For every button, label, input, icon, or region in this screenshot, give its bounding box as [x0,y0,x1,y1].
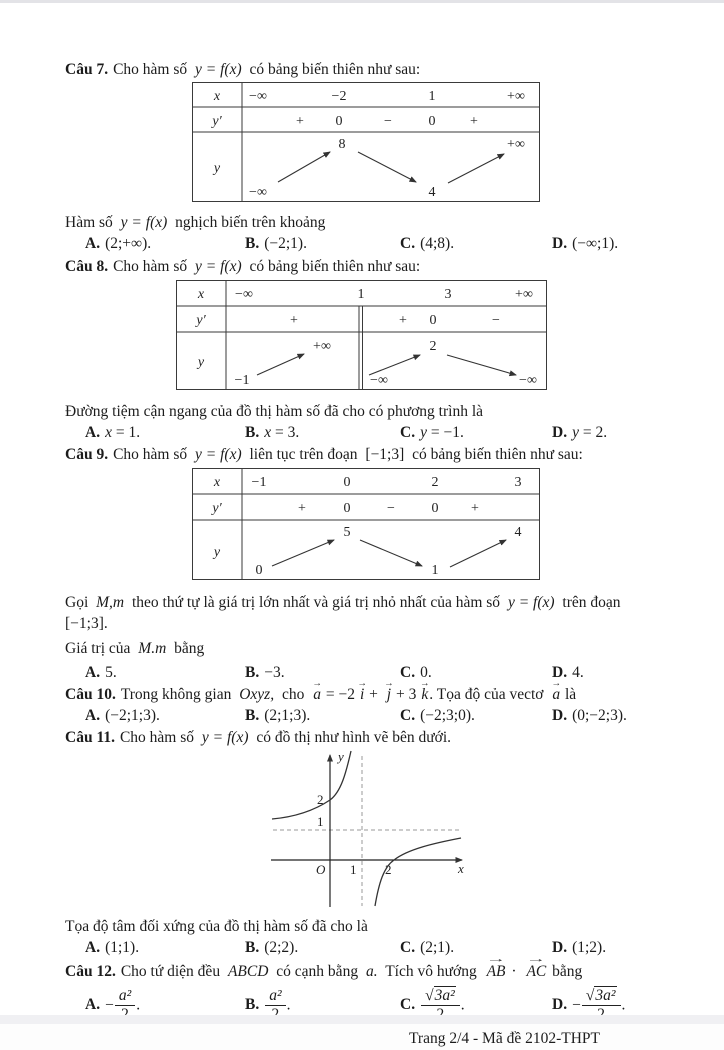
q8-y-bottom-right: −∞ [519,372,537,388]
q8-yprime-sign: 0 [429,312,437,328]
q7-row-yprime-label: y′ [212,114,222,130]
q9-ask-interval: [−1;3]. [65,614,108,632]
q8-y-bottom-mid: −∞ [370,372,388,388]
q9-answer-c-text: 0. [420,663,432,681]
q9-answer-b-label: B. [245,663,260,681]
q10-plus-2: + 3 [395,685,417,703]
q8-label: Câu 8. [65,257,109,275]
q7-ask-math: y = f(x) [120,214,168,232]
q11-text-1: Cho hàm số [119,729,195,747]
q10-answer-a [85,706,245,726]
q7-arrow-down [358,152,416,182]
q8-x-value: 3 [444,286,452,302]
q7-ask-text-2: nghịch biến trên khoảng [175,214,326,232]
q9-yprime-sign: + [298,501,306,517]
q8-answer-c-label: C. [400,423,416,441]
q10-text-1: Trong không gian [120,685,232,703]
q8-answer-b-text: = 3. [274,423,300,441]
q10-period: . [429,685,434,703]
q7-statement [65,60,664,80]
q9-answer-b-text: −3. [264,663,285,681]
page-top-edge [0,0,724,3]
numerator: a² [269,986,282,1004]
q11-math: y = f(x) [201,729,249,747]
q7-arrow-up-1 [278,152,330,182]
radical-sign: √ [425,986,434,1004]
q9-statement [65,445,664,465]
q7-answer-b [245,234,400,254]
numerator: a² [118,986,132,1004]
q10-answer-d-label: D. [552,707,568,725]
q12-answer-a-label: A. [85,996,101,1014]
q8-row-x-label: x [197,286,205,302]
q10-answers [65,706,664,726]
q7-answer-c-label: C. [400,235,416,253]
q7-intro-text-2: có bảng biến thiên như sau: [249,61,421,78]
q12-answer-b-label: B. [245,996,260,1014]
q12-statement [65,962,664,982]
q7-intro-math: y = f(x) [195,61,242,78]
page-footer-text: Trang 2/4 - Mã đề 2102-THPT [408,1030,600,1048]
q10-plus-1: + [369,685,378,703]
y-tick-2: 2 [317,792,324,808]
q11-answer-b-label: B. [245,938,260,956]
q9-answer-d [552,663,664,683]
q7-answer-c-text: (4;8). [420,235,455,253]
q10-answer-c-label: C. [400,707,416,725]
q7-yprime-sign: + [296,114,304,130]
q7-answer-a-label: A. [85,235,101,253]
q8-y-bottom-left: −1 [234,372,250,388]
q8-answer-d-text: = 2. [582,423,608,441]
y-axis-label: y [338,749,344,765]
q7-label: Câu 7. [65,61,109,78]
q10-vector-i: i → [359,685,365,705]
q12-answer-c-period: . [460,996,465,1014]
q9-ask-text-5: bằng [174,639,205,657]
q8-ask-text: Đường tiệm cận ngang của đồ thị hàm số đã cho có phương trình là [65,402,484,420]
q8-answer-d-label: D. [552,423,568,441]
x-axis-label: x [458,861,464,877]
q10-vector-a: a → [312,685,322,705]
q8-arrow-down [447,355,516,375]
q7-ask-text-1: Hàm số [65,214,113,232]
q8-answers [65,423,664,443]
q9-intro-math: y = f(x) [195,446,242,464]
q8-y-top-mid: 2 [429,338,437,354]
q9-label: Câu 9. [65,446,109,464]
q10-answer-b [245,706,400,726]
q12-text-1: Cho tứ diện đều [120,962,221,980]
q9-x-value: 3 [514,475,522,491]
q10-label: Câu 10. [65,685,116,703]
q11-answer-c-label: C. [400,938,416,956]
q9-answer-c-label: C. [400,663,416,681]
q9-intro-interval: [−1;3] [365,446,405,464]
q7-row-y-label: y [213,161,221,177]
q11-answer-a-label: A. [85,938,101,956]
q12-answer-a-period: . [136,996,141,1014]
q9-y-valley: 1 [431,563,439,579]
q9-question-line-1 [65,593,664,633]
q7-yprime-sign: − [384,114,392,130]
q8-answer-a-var: x [105,423,112,441]
q8-variation-table [176,280,664,396]
q9-ask-text-2: theo thứ tự là giá trị lớn nhất và giá trị nhỏ nhất của hàm số [131,594,501,612]
q7-question [65,213,664,233]
q9-intro-text-2: liên tục trên đoạn [249,446,358,464]
q8-answer-a-text: = 1. [115,423,141,441]
q9-row-yprime-label: y′ [212,501,222,517]
q8-answer-a-label: A. [85,423,101,441]
q10-answer-b-label: B. [245,707,260,725]
q8-intro-text-2: có bảng biến thiên như sau: [249,257,421,275]
q9-variation-table-svg [192,468,540,580]
q11-statement [65,728,664,748]
q7-x-value: −∞ [249,89,267,105]
q9-ask-mm: M,m [96,594,125,612]
q9-answer-d-text: 4. [572,663,584,681]
q9-arrow-up-1 [272,540,334,566]
q8-yprime-sign: + [399,312,407,328]
q7-y-valley: 4 [428,185,436,201]
q11-graph [265,748,664,916]
q10-vector-j: j → [386,685,392,705]
q8-answer-a [85,423,245,443]
q7-answer-b-label: B. [245,235,260,253]
q8-answer-c-var: y [420,423,427,441]
q7-row-x-label: x [213,89,221,105]
q7-x-value: −2 [331,89,347,105]
q12-math-abcd: ABCD [227,962,269,980]
q9-arrow-up-2 [450,540,506,567]
q8-question [65,402,664,422]
q12-vector-ab: AB → [485,962,508,982]
q9-answer-a [85,663,245,683]
q12-vector-ac: AC → [524,962,548,982]
radicand: 3a² [595,986,616,1004]
q10-answer-c-text: (−2;3;0). [420,707,475,725]
q9-y-end: 4 [514,525,522,541]
radical-sign: √ [585,986,595,1004]
q9-ask-mm2: M.m [138,639,167,657]
radicand: 3a² [434,986,455,1004]
q11-answer-d [552,938,664,958]
q9-ask-text-3: trên đoạn [562,594,621,612]
q7-y-peak: 8 [338,137,346,153]
q10-answer-d [552,706,664,726]
q8-answer-c [400,423,552,443]
q9-row-x-label: x [213,475,221,491]
q7-answer-b-text: (−2;1). [264,235,307,253]
q11-ask-text: Tọa độ tâm đối xứng của đồ thị hàm số đã cho là [65,917,368,935]
q9-yprime-sign: 0 [431,501,439,517]
q7-answer-d [552,234,664,254]
q12-math-a: a. [365,962,378,980]
q8-answer-d [552,423,664,443]
q7-intro-text-1: Cho hàm số [113,61,188,78]
q8-intro-text-1: Cho hàm số [113,257,188,275]
q12-answer-d-label: D. [552,996,568,1014]
q11-answer-d-text: (1;2). [572,938,607,956]
q11-answer-a [85,938,245,958]
q9-intro-text-3: có bảng biến thiên như sau: [412,446,583,464]
q7-x-value: +∞ [507,89,525,105]
q8-statement [65,257,664,277]
q12-label: Câu 12. [65,962,116,980]
q7-y-start: −∞ [249,185,267,201]
q8-yprime-sign: − [492,312,500,328]
q8-row-y-label: y [197,354,205,370]
q7-answer-d-text: (−∞;1). [572,235,619,253]
q8-x-value: −∞ [235,286,253,302]
q8-intro-math: y = f(x) [195,257,242,275]
q12-answer-a-sign: − [105,996,114,1014]
q10-text-4: là [564,685,577,703]
q11-text-2: có đồ thị như hình vẽ bên dưới. [256,729,452,747]
x-tick-2: 2 [385,862,392,878]
q10-answer-d-text: (0;−2;3). [572,707,627,725]
q11-question [65,917,664,937]
page-bottom-edge [0,1015,724,1024]
q9-answer-b [245,663,400,683]
x-tick-1: 1 [350,862,357,878]
q8-yprime-sign: + [290,312,298,328]
q9-yprime-sign: 0 [343,501,351,517]
q7-answers [65,234,664,254]
q8-answer-b [245,423,400,443]
q10-statement [65,685,664,705]
q8-row-yprime-label: y′ [196,312,206,328]
q9-answer-a-text: 5. [105,663,117,681]
q12-answer-c-label: C. [400,996,416,1014]
q9-question-line-2 [65,639,664,659]
q11-answer-b-text: (2;2). [264,938,299,956]
q9-ask-text-4: Giá trị của [65,639,131,657]
q9-x-value: 0 [343,475,351,491]
q9-y-peak: 5 [343,525,351,541]
q12-text-2: có cạnh bằng [276,962,359,980]
q12-answer-d-sign: − [572,996,581,1014]
q9-yprime-sign: − [387,501,395,517]
origin-label: O [316,862,326,878]
q11-answer-c-text: (2;1). [420,938,455,956]
q11-answer-d-label: D. [552,938,568,956]
q11-label: Câu 11. [65,729,115,747]
q7-variation-table-svg [192,82,540,202]
q9-x-value: 2 [431,475,439,491]
q7-answer-a [85,234,245,254]
q8-arrow-up-2 [369,355,420,375]
q9-intro-text-1: Cho hàm số [113,446,188,464]
q8-answer-b-label: B. [245,423,260,441]
q7-variation-table [192,82,664,208]
q8-answer-c-text: = −1. [430,423,464,441]
q8-x-value: +∞ [515,286,533,302]
q10-vector-k: k → [420,685,429,705]
q7-yprime-sign: 0 [335,114,343,130]
q7-answer-d-label: D. [552,235,568,253]
q10-text-2: cho [281,685,305,703]
q12-text-4: bằng [552,962,583,980]
q8-variation-table-svg [176,280,547,390]
q11-graph-svg [265,748,470,910]
q9-variation-table [192,468,664,586]
q9-ask-text-1: Gọi [65,594,89,612]
q9-x-value: −1 [251,475,267,491]
y-tick-1: 1 [317,814,324,830]
q7-arrow-up-2 [448,154,504,183]
q11-answers [65,938,664,958]
q8-answer-b-var: x [264,423,272,441]
q9-y-start: 0 [255,563,263,579]
q10-answer-a-text: (−2;1;3). [105,707,160,725]
q12-dot-product: · [511,962,517,980]
q10-answer-b-text: (2;1;3). [264,707,311,725]
q9-answer-a-label: A. [85,663,101,681]
q11-answer-a-text: (1;1). [105,938,140,956]
q9-answer-d-label: D. [552,663,568,681]
q12-answer-b-period: . [286,996,291,1014]
q7-yprime-sign: + [470,114,478,130]
q10-math-oxyz: Oxyz, [239,685,275,703]
q7-answer-c [400,234,552,254]
q7-x-value: 1 [428,89,436,105]
q8-y-top-left: +∞ [313,338,331,354]
q10-eq: = −2 [325,685,355,703]
q12-text-3: Tích vô hướng [385,962,477,980]
page-footer [65,1025,664,1049]
q10-answer-c [400,706,552,726]
q7-yprime-sign: 0 [428,114,436,130]
q10-vector-a2: a → [551,685,561,705]
q8-arrow-up-1 [257,354,304,375]
q9-arrow-down [360,540,422,566]
q8-answer-d-var: y [572,423,579,441]
q8-x-value: 1 [357,286,365,302]
q7-answer-a-text: (2;+∞). [105,235,152,253]
q9-ask-math: y = f(x) [507,594,555,612]
q10-answer-a-label: A. [85,707,101,725]
q10-text-3: Tọa độ của vectơ [436,685,544,703]
q9-row-y-label: y [213,545,221,561]
q9-yprime-sign: + [471,501,479,517]
q12-answer-d-period: . [621,996,626,1014]
q7-y-end: +∞ [507,137,525,153]
q11-answer-b [245,938,400,958]
